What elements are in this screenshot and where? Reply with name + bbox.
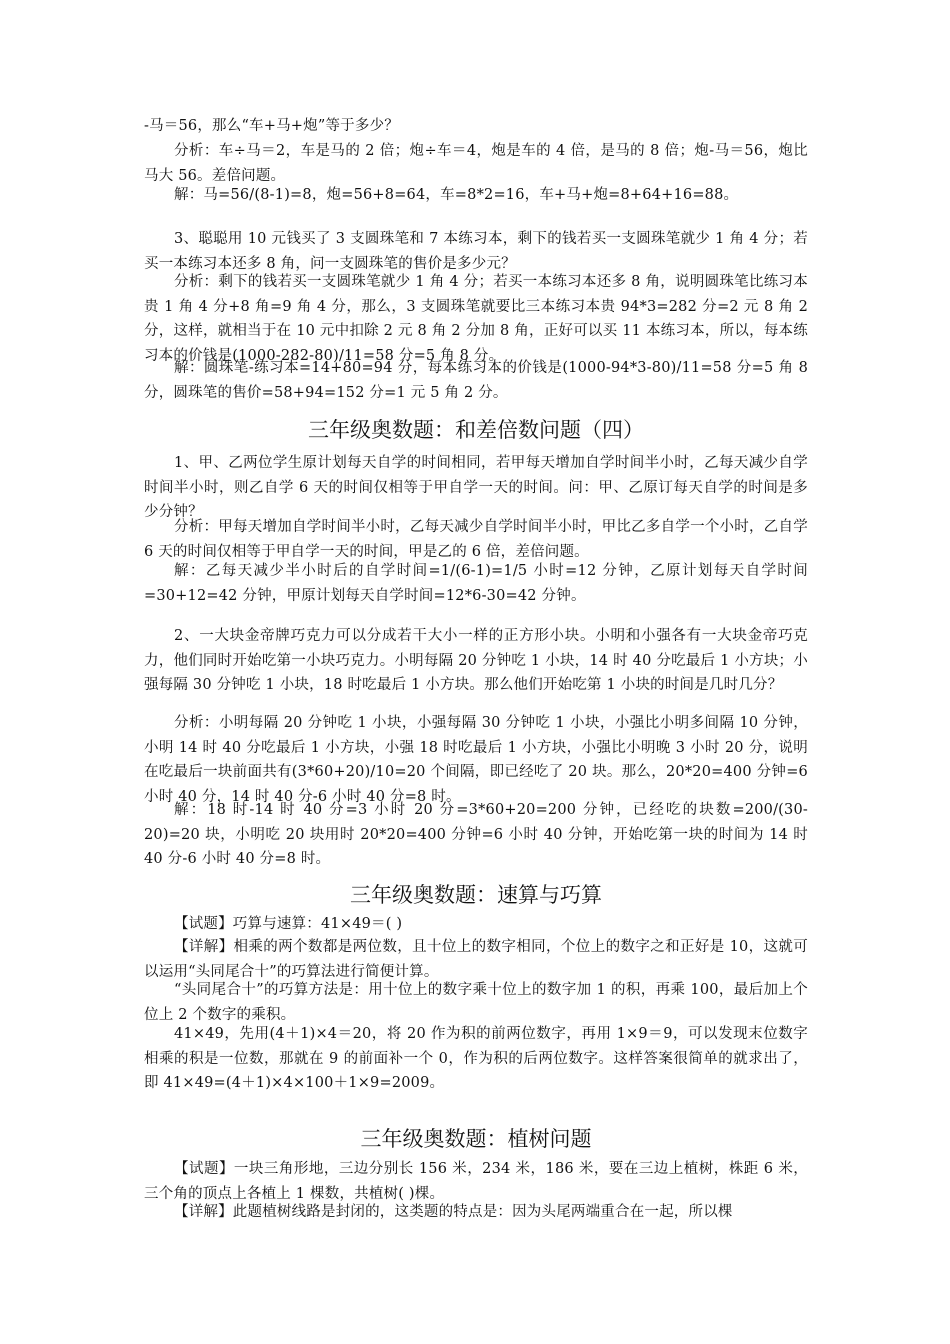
question-paragraph: 2、一大块金帝牌巧克力可以分成若干大小一样的正方形小块。小明和小强各有一大块金帝巧克力，他们同时开始吃第一小块巧克力。小明每隔 20 分钟吃 1 小块，14 时 40 分吃最后 1 小方块；小强每隔 30 分钟吃 1 小块，18 时吃最后 1 小方块。那么他们开始吃第 1 小块的时间是几时几分？ [144, 628, 808, 693]
detail-paragraph: 41×49，先用(4＋1)×4＝20，将 20 作为积的前两位数字，再用 1×9＝9，可以发现末位数字相乘的积是一位数，那就在 9 的前面补一个 0，作为积的后两位数字。这样答案很简单的就求出了，即 41×49=(4＋1)×4×100＋1×9=2009。 [144, 1026, 808, 1091]
section-heading: 三年级奥数题：速算与巧算 [350, 883, 602, 907]
analysis-paragraph: 分析：甲每天增加自学时间半小时，乙每天减少自学时间半小时，甲比乙多自学一个小时，乙自学 6 天的时间仅相等于甲自学一天的时间，甲是乙的 6 倍，差倍问题。 [144, 519, 808, 560]
solution-paragraph: 解：圆珠笔-练习本=14+80=94 分，每本练习本的价钱是(1000-94*3-80)/11=58 分=5 角 8 分，圆珠笔的售价=58+94=152 分=1 元 5 角 2 分。 [144, 360, 808, 401]
solution-paragraph: 解：18 时-14 时 40 分=3 小时 20 分=3*60+20=200 分钟，已经吃的块数=200/(30-20)=20 块，小明吃 20 块用时 20*20=400 分钟=6 小时 40 分钟，开始吃第一块的时间为 14 时 40 分-6 小时 40 分=8 时。 [144, 802, 808, 867]
question-paragraph: 【试题】巧算与速算：41×49＝( ) [174, 916, 403, 932]
question-paragraph: 1、甲、乙两位学生原计划每天自学的时间相同，若甲每天增加自学时间半小时，乙每天减少自学时间半小时，则乙自学 6 天的时间仅相等于甲自学一天的时间。问：甲、乙原订每天自学的时间是多少分钟？ [144, 455, 808, 520]
detail-paragraph: 【详解】相乘的两个数都是两位数，且十位上的数字相同，个位上的数字之和正好是 10，这就可以运用“头同尾合十”的巧算法进行简便计算。 [144, 939, 808, 980]
analysis-paragraph: 分析：小明每隔 20 分钟吃 1 小块，小强每隔 30 分钟吃 1 小块，小强比小明多间隔 10 分钟，小明 14 时 40 分吃最后 1 小方块，小强 18 时吃最后 1 小方块，小强比小明晚 3 小时 20 分，说明在吃最后一块前面共有(3*60+20)/10=20 个间隔，即已经吃了 20 块。那么，20*20=400 分钟=6 小时 40 分，14 时 40 分-6 小时 40 分=8 时。 [144, 715, 808, 805]
solution-paragraph: 解：乙每天减少半小时后的自学时间=1/(6-1)=1/5 小时=12 分钟，乙原计划每天自学时间=30+12=42 分钟，甲原计划每天自学时间=12*6-30=42 分钟。 [144, 563, 808, 604]
question-paragraph: 【试题】一块三角形地，三边分别长 156 米，234 米，186 米，要在三边上植树，株距 6 米，三个角的顶点上各植上 1 棵数，共植树( )棵。 [144, 1161, 808, 1202]
section-heading: 三年级奥数题：植树问题 [360, 1127, 592, 1151]
solution-paragraph: 解：马=56/(8-1)=8，炮=56+8=64，车=8*2=16，车+马+炮=8+64+16=88。 [174, 187, 739, 203]
paragraph: -马＝56，那么“车+马+炮”等于多少？ [144, 118, 399, 134]
section-heading: 三年级奥数题：和差倍数问题（四） [308, 418, 644, 442]
detail-paragraph: “头同尾合十”的巧算方法是：用十位上的数字乘十位上的数字加 1 的积，再乘 100，最后加上个位上 2 个数字的乘积。 [144, 982, 808, 1023]
analysis-paragraph: 分析：车÷马＝2，车是马的 2 倍；炮÷车＝4，炮是车的 4 倍，是马的 8 倍；炮-马＝56，炮比马大 56。差倍问题。 [144, 143, 808, 184]
detail-paragraph: 【详解】此题植树线路是封闭的，这类题的特点是：因为头尾两端重合在一起，所以棵 [174, 1204, 733, 1220]
analysis-paragraph: 分析：剩下的钱若买一支圆珠笔就少 1 角 4 分；若买一本练习本还多 8 角，说明圆珠笔比练习本贵 1 角 4 分+8 角=9 角 4 分，那么，3 支圆珠笔就要比三本练习本贵 94*3=282 分=2 元 8 角 2 分，这样，就相当于在 10 元中扣除 2 元 8 角 2 分加 8 角，正好可以买 11 本练习本，所以，每本练习本的价钱是(1000-282-80)/11=58 分=5 角 8 分。 [144, 274, 808, 364]
question-paragraph: 3、聪聪用 10 元钱买了 3 支圆珠笔和 7 本练习本，剩下的钱若买一支圆珠笔就少 1 角 4 分；若买一本练习本还多 8 角，问一支圆珠笔的售价是多少元？ [144, 231, 808, 272]
